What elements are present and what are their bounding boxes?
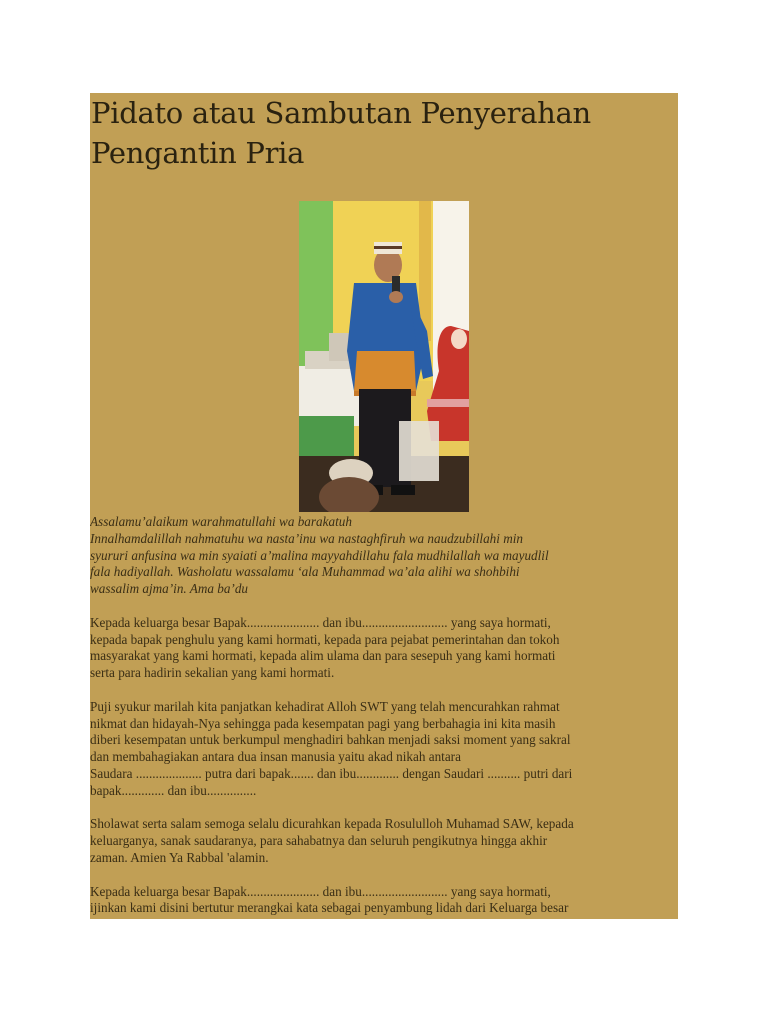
page-title	[91, 93, 651, 173]
text-line: Kepada keluarga besar Bapak...................... dan ibu.......................... yang saya hormati,	[90, 883, 551, 899]
text-line: bapak............. dan ibu...............	[90, 782, 257, 798]
paragraph-greeting-guests	[90, 615, 678, 682]
text-line: serta para hadirin sekalian yang kami hormati.	[90, 665, 335, 681]
text-line: Saudara .................... putra dari bapak....... dan ibu............. dengan Saudari .......... putri dari	[90, 765, 573, 781]
text-line: zaman. Amien Ya Rabbal 'alamin.	[90, 849, 269, 865]
text-line: Assalamu’alaikum warahmatullahi wa barakatuh	[90, 514, 352, 529]
paragraph-introduction	[90, 884, 678, 918]
photo-illustration	[299, 201, 469, 512]
text-line: kepada bapak penghulu yang kami hormati, kepada para pejabat pemerintahan dan tokoh	[90, 631, 560, 647]
speech-text	[90, 514, 678, 919]
text-line: Sholawat serta salam semoga selalu dicurahkan kepada Rosululloh Muhamad SAW, kepada	[90, 816, 574, 832]
text-line: nikmat dan hidayah-Nya sehingga pada kesempatan pagi yang berbahagia ini kita masih	[90, 715, 556, 731]
text-line: diberi kesempatan untuk berkumpul menghadiri bahkan menjadi saksi moment yang sakral	[90, 732, 571, 748]
title-line-1: Pidato atau Sambutan Penyerahan	[91, 96, 591, 130]
paragraph-gratitude	[90, 699, 678, 800]
paragraph-sholawat	[90, 816, 678, 866]
text-line: Kepada keluarga besar Bapak...................... dan ibu.......................... yang saya hormati,	[90, 614, 551, 630]
text-line: wassalim ajma’in. Ama ba’du	[90, 581, 249, 597]
document-page	[90, 93, 678, 919]
text-line: ijinkan kami disini bertutur merangkai kata sebagai penyambung lidah dari Keluarga besar	[90, 900, 569, 916]
opening-greeting	[90, 514, 678, 598]
text-line: syururi anfusina wa min syaiati a’malina mayyahdillahu fala mudhilallah wa mayudlil	[90, 547, 549, 563]
groom-photo	[299, 201, 469, 512]
text-line: Puji syukur marilah kita panjatkan kehadirat Alloh SWT yang telah mencurahkan rahmat	[90, 698, 560, 714]
text-line: fala hadiyallah. Washolatu wassalamu ‘ala Muhammad wa’ala alihi wa shohbihi	[90, 564, 520, 580]
title-line-2: Pengantin Pria	[91, 136, 305, 170]
text-line: Innalhamdalillah nahmatuhu wa nasta’inu wa nastaghfiruh wa naudzubillahi min	[90, 530, 524, 546]
text-line: keluarganya, sanak saudaranya, para sahabatnya dan seluruh pengikutnya hingga akhir	[90, 833, 548, 849]
text-line: dan membahagiakan antara dua insan manusia yaitu akad nikah antara	[90, 749, 461, 765]
text-line: masyarakat yang kami hormati, kepada alim ulama dan para sesepuh yang kami hormati	[90, 648, 556, 664]
